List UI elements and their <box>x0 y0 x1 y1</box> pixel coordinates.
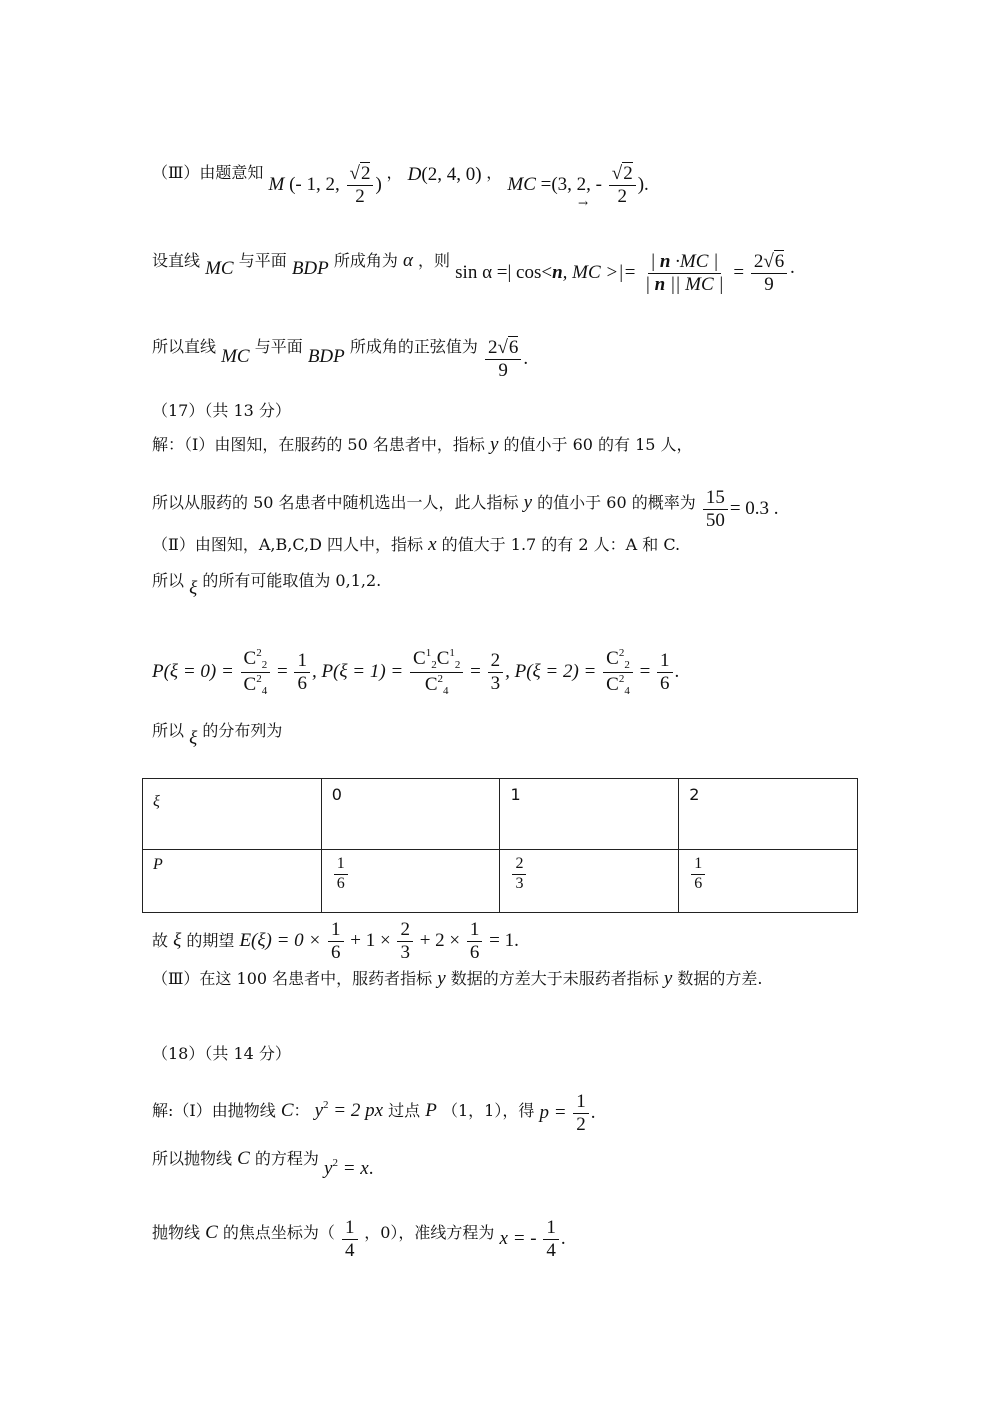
table-row <box>143 850 858 913</box>
table-cell: 0 <box>321 779 500 850</box>
table-cell: $\frac{1}{6}$ <box>679 850 858 913</box>
table-cell: P <box>143 850 322 913</box>
expectation-line: 故 ξ 的期望 E(ξ) = 0 × $\frac{1}{6}$ + 1 × $\frac{2}{3}$ + 2 × $\frac{1}{6}$ = 1. <box>152 919 519 963</box>
sine-value-line: 所以直线 MC 与平面 BDP 所成角的正弦值为 $\frac{2√6}{9}$ . <box>152 336 529 381</box>
vector-arrow-icon: → <box>578 196 589 210</box>
sqrt2-over-2: $\frac{√2}{2}$ <box>347 164 374 207</box>
q17-header: （17）（共 13 分） <box>152 401 291 420</box>
table-cell: 2 <box>679 779 858 850</box>
q17-line1: 解：（Ⅰ）由图知，在服药的 50 名患者中，指标 y 的值小于 60 的有 15 人， <box>152 434 693 455</box>
q18-line1: 解:（Ⅰ）由抛物线 C： $y^2 = 2$ px 过点 P （1，1），得 p = $\frac{1}{2}$ . <box>152 1091 596 1135</box>
q17-line4: 所以 ξ 的所有可能取值为 0,1,2. <box>152 571 382 599</box>
table-cell: 1 <box>500 779 679 850</box>
part3-line: （Ⅲ）由题意知 M (- 1, 2, $\frac{√2}{2}$ ) ， D(2, 4, 0) ， MC =(3, 2, - $\frac{√2}{2}$ ). <box>152 162 649 207</box>
sine-formula: sin α =| cos<n, MC >|= $\frac{| n \cdot MC |}{| n || MC |}$ = $\frac{2√6}{9}$ · <box>455 251 796 295</box>
probability-fraction: $\frac{15}{50}$ <box>703 488 728 531</box>
point-d: D(2, 4, 0) <box>407 163 482 185</box>
part3-intro: （Ⅲ）由题意知 <box>152 162 264 182</box>
vector-mc: MC =(3, 2, - $\frac{√2}{2}$ ). <box>507 163 649 207</box>
sine-value-fraction: $\frac{2√6}{9}$ <box>485 338 521 381</box>
q17-part3: （Ⅲ）在这 100 名患者中，服药者指标 y 数据的方差大于未服药者指标 y 数据的方差. <box>152 968 763 989</box>
q18-line3: 抛物线 C 的焦点坐标为（ $\frac{1}{4}$ ，0），准线方程为 x = - $\frac{1}{4}$ . <box>152 1217 566 1261</box>
point-m: M (- 1, 2, $\frac{√2}{2}$ ) <box>268 163 382 207</box>
q18-line2: 所以抛物线 C 的方程为 $y^2 = x$. <box>152 1148 374 1179</box>
q17-line3: （Ⅱ）由图知，A,B,C,D 四人中，指标 x 的值大于 1.7 的有 2 人：A 和 C. <box>152 534 681 555</box>
q18-header: （18）（共 14 分） <box>152 1044 291 1063</box>
angle-line: 设直线 MC 与平面 BDP 所成角为 α ，则 sin α =| cos<n, MC >|= $\frac{| n \cdot MC |}{| n || MC |}$ = $\frac{2√6}{9}$ · <box>152 249 796 295</box>
table-row <box>143 779 858 850</box>
table-cell: $\frac{2}{3}$ <box>500 850 679 913</box>
probability-formulas: P(ξ = 0) = $\frac{C^2_2}{C^2_4}$ = $\frac{1}{6}$ , P(ξ = 1) = $\frac{C^1_2C^1_2}{C^2_4}$ = $\frac{2}{3}$ , P(ξ = 2) = $\frac{C^2_2}{C^2_4}$ = $\frac{1}{6}$ . <box>152 647 680 697</box>
q17-line2: 所以从服药的 50 名患者中随机选出一人，此人指标 y 的值小于 60 的概率为 $\frac{15}{50}$ = 0.3 . <box>152 487 779 531</box>
distribution-table <box>142 778 858 913</box>
distribution-intro: 所以 ξ 的分布列为 <box>152 721 283 749</box>
result-fraction: $\frac{2√6}{9}$ <box>751 252 787 295</box>
table-cell: $\frac{1}{6}$ <box>321 850 500 913</box>
table-cell: ξ <box>143 779 322 850</box>
dot-product-fraction: $\frac{| n \cdot MC |}{| n || MC |}$ <box>646 251 724 295</box>
